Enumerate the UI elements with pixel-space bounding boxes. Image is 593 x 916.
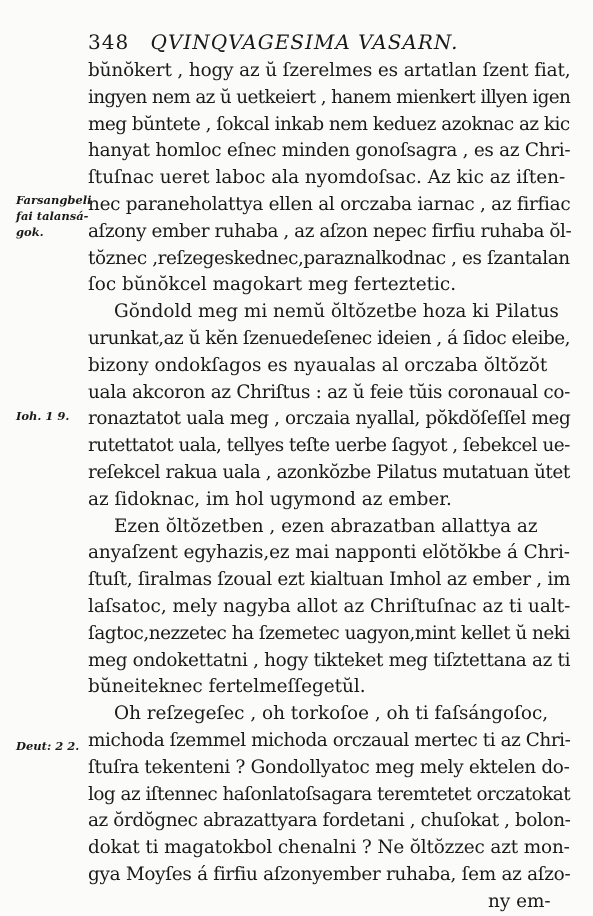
- text-line: bŭnŏkert , hogy az ŭ ſzerelmes es artatlan ſzent fiat,: [88, 60, 571, 81]
- body-text: [88, 58, 570, 916]
- margin-note: Deut: 2 2.: [16, 739, 80, 753]
- margin-note: Farsangbeli fai talansá-gok.: [16, 193, 92, 239]
- text-line: ſtuſt, ſiralmas ſzoual ezt kialtuan Imhol az ember , im: [88, 569, 571, 591]
- text-line: ſtuſra tekenteni ? Gondollyatoc meg mely ektelen do-: [88, 756, 570, 778]
- text-line: tŏznec ,reſzegeskednec,paraznalkodnac , es ſzantalan: [88, 247, 570, 269]
- text-line: log az iſtennec haſonlatoſsagara teremtetet orczatokat: [88, 783, 571, 805]
- text-line: reſekcel rakua uala , azonkŏzbe Pilatus mutatuan ŭtet: [88, 461, 570, 483]
- text-line: Oh reſzegeſec , oh torkoſoe , oh ti faſsángoſoc,: [114, 703, 549, 725]
- text-line: anyaſzent egyhazis,ez mai napponti elŏtŏkbe á Chri-: [88, 542, 570, 564]
- text-line: ronaztatot uala meg , orczaia nyallal, pŏkdŏſeſſel meg: [88, 408, 571, 430]
- catchword: ny em-: [488, 890, 551, 912]
- text-line: rutettatot uala, tellyes teſte uerbe ſagyot , ſebekcel ue-: [88, 435, 570, 457]
- running-title: QVINQVAGESIMA VASARN.: [150, 30, 459, 54]
- text-line: Gŏndold meg mi nemŭ ŏltŏzetbe hoza ki Pilatus: [114, 301, 559, 323]
- text-line: aſzony ember ruhaba , az aſzon nepec firfiu ruhaba ŏl-: [88, 220, 572, 242]
- text-line: meg ondokettatni , hogy tikteket meg tiſztettana az ti: [88, 649, 571, 671]
- text-line: bŭneiteknec fertelmeſſegetŭl.: [88, 676, 366, 698]
- text-line: meg bŭntete , ſokcal inkab nem keduez azoknac az kic: [88, 113, 570, 135]
- page-number: 348: [88, 30, 130, 54]
- text-line: hanyat homloc eſnec minden gonoſsagra , es az Chri-: [88, 140, 571, 162]
- text-line: dokat ti magatokbol chenalni ? Ne ŏltŏzzec azt mon-: [88, 837, 570, 859]
- text-line: az ŏrdŏgnec abrazattyara fordetani , chuſokat , bolon-: [88, 810, 571, 832]
- text-line: michoda ſzemmel michoda orczaual mertec ti az Chri-: [88, 729, 571, 751]
- text-line: gya Moyſes á firfiu aſzonyember ruhaba, ſem az aſzo-: [88, 863, 571, 885]
- text-line: ſoc bŭnŏkcel magokart meg ferteztetic.: [88, 274, 457, 296]
- text-line: ſtuſnac ueret laboc ala nyomdoſsac. Az kic az iſten-: [88, 167, 566, 189]
- page-header: [88, 30, 568, 60]
- text-line: uala akcoron az Chriſtus : az ŭ feie tŭis coronaual co-: [88, 381, 571, 403]
- text-line: az ſidoknac, im hol ugymond az ember.: [88, 488, 452, 510]
- text-line: urunkat,az ŭ kĕn ſzenuedeſenec ideien , á ſidoc eleibe,: [88, 327, 570, 349]
- text-line: ſagtoc,nezzetec ha ſzemetec uagyon,mint kellet ŭ neki: [88, 622, 570, 644]
- text-line: Ezen ŏltŏzetben , ezen abrazatban allattya az: [114, 515, 538, 537]
- text-line: ingyen nem az ŭ uetkeiert , hanem mienkert illyen igen: [88, 86, 571, 108]
- text-line: nec paraneholattya ellen al orczaba iarnac , az firfiac: [88, 193, 571, 215]
- text-line: bizony ondokſagos es nyaualas al orczaba ŏltŏzŏt: [88, 354, 548, 376]
- margin-note: Ioh. 1 9.: [16, 409, 70, 423]
- text-line: laſsatoc, mely nagyba allot az Chriſtuſnac az ti ualt-: [88, 595, 571, 617]
